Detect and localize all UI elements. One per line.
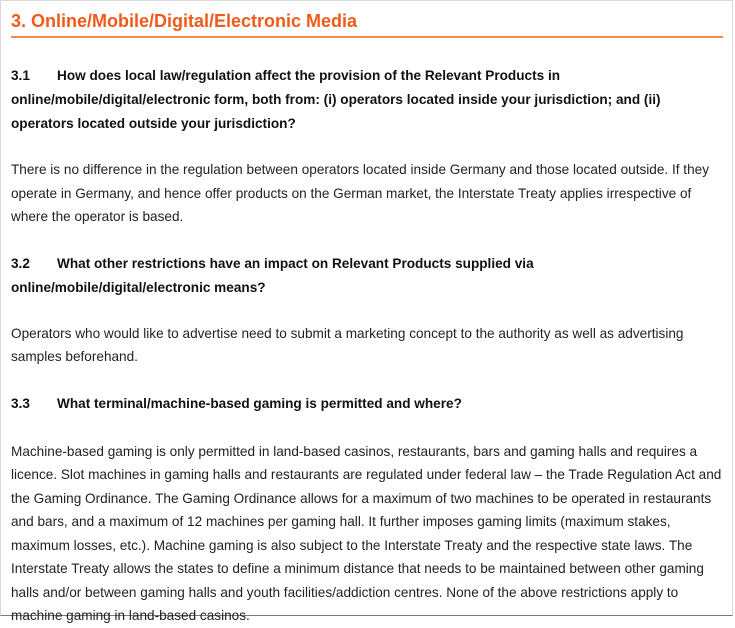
- question-3-1: [11, 64, 723, 136]
- answer-3-2: Operators who would like to advertise need to submit a marketing concept to the authority as well as advertising samples beforehand.: [11, 325, 684, 364]
- question-text: How does local law/regulation affect the provision of the Relevant Products in online/mobile/digital/electronic form, both from: (i) operators located inside your jurisdiction; and (ii) operators located outside your jurisdiction?: [11, 68, 661, 131]
- section-title: 3. Online/Mobile/Digital/Electronic Media: [11, 9, 723, 38]
- document-content: [11, 9, 723, 628]
- question-number: 3.1: [11, 68, 30, 83]
- answer-3-3: Machine-based gaming is only permitted in land-based casinos, restaurants, bars and gaming halls and requires a licence. Slot machines in gaming halls and restaurants are regulated under federal law – the Trade Regulation Act and the Gaming Ordinance. The Gaming Ordinance allows for a maximum of two machines to be operated in restaurants and bars, and a maximum of 12 machines per gaming hall. It further imposes gaming limits (maximum stakes, maximum losses, etc.). Machine gaming is also subject to the Interstate Treaty and the respective state laws. The Interstate Treaty allows the states to define a minimum distance that needs to be maintained between other gaming halls and/or between gaming halls and youth facilities/addiction centres. None of the above restrictions apply to machine gaming in land-based casinos.: [11, 443, 722, 623]
- question-text: What other restrictions have an impact on Relevant Products supplied via online/mobile/digital/electronic means?: [11, 255, 534, 295]
- answer-3-1: There is no difference in the regulation between operators located inside Germany and those located outside. If they operate in Germany, and hence offer products on the German market, the Interstate Treaty applies irrespective of where the operator is based.: [11, 162, 709, 224]
- question-3-2: [11, 252, 723, 300]
- question-number: 3.3: [11, 395, 30, 411]
- question-text: What terminal/machine-based gaming is permitted and where?: [57, 395, 462, 411]
- question-number: 3.2: [11, 255, 30, 271]
- question-3-3: [11, 392, 723, 416]
